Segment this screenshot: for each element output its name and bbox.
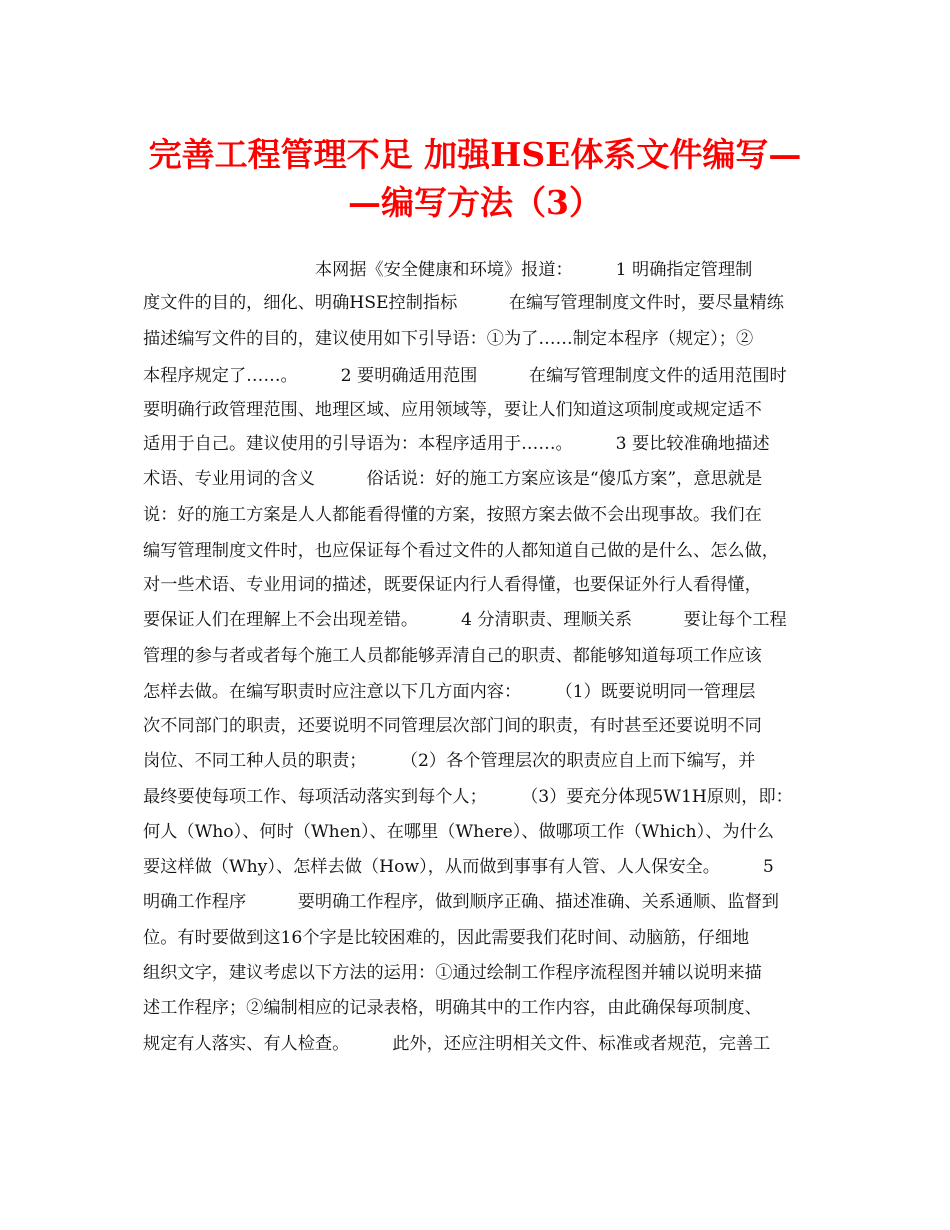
body-line: 要这样做（Why）、怎样去做（How），从而做到事事有人管、人人保安全。 5 [143,857,774,877]
body-line: 本网据《安全健康和环境》报道： 1 明确指定管理制 [143,260,753,280]
body-line: 次不同部门的职责，还要说明不同管理层次部门间的职责，有时甚至还要说明不同 [143,716,762,736]
body-line: 对一些术语、专业用词的描述，既要保证内行人看得懂，也要保证外行人看得懂， [143,575,762,595]
body-line: 编写管理制度文件时，也应保证每个看过文件的人都知道自己做的是什么、怎么做， [143,541,779,561]
body-line: 描述编写文件的目的，建议使用如下引导语：①为了……制定本程序（规定）；② [143,329,754,349]
body-line: 位。有时要做到这16个字是比较困难的，因此需要我们花时间、动脑筋，仔细地 [143,928,750,948]
body-line: 规定有人落实、有人检查。 此外，还应注明相关文件、标准或者规范，完善工 [143,1034,771,1054]
document-title-line-1: 完善工程管理不足 加强HSE体系文件编写— [148,135,802,174]
body-line: 适用于自己。建议使用的引导语为：本程序适用于……。 3 要比较准确地描述 [143,434,770,454]
body-line: 怎样去做。在编写职责时应注意以下几方面内容： （1）既要说明同一管理层 [143,682,756,702]
body-line: 本程序规定了……。 2 要明确适用范围 在编写管理制度文件的适用范围时 [143,366,787,386]
body-line: 最终要使每项工作、每项活动落实到每个人； （3）要充分体现5W1H原则，即： [143,787,793,807]
body-line: 何人（Who）、何时（When）、在哪里（Where）、做哪项工作（Which）、为什么 [143,822,774,842]
document-title-line-2: —编写方法（3） [348,183,602,222]
body-line: 说：好的施工方案是人人都能看得懂的方案，按照方案去做不会出现事故。我们在 [143,505,762,525]
body-line: 要明确行政管理范围、地理区域、应用领域等，要让人们知道这项制度或规定适不 [143,400,762,420]
body-line: 术语、专业用词的含义 俗话说：好的施工方案应该是“傻瓜方案”，意思就是 [143,469,763,489]
body-line: 要保证人们在理解上不会出现差错。 4 分清职责、理顺关系 要让每个工程 [143,610,787,630]
body-line: 岗位、不同工种人员的职责； （2）各个管理层次的职责应自上而下编写，并 [143,751,756,771]
body-line: 度文件的目的，细化、明确HSE控制指标 在编写管理制度文件时，要尽量精练 [143,293,784,313]
body-line: 管理的参与者或者每个施工人员都能够弄清自己的职责、都能够知道每项工作应该 [143,646,762,666]
body-line: 明确工作程序 要明确工作程序，做到顺序正确、描述准确、关系通顺、监督到 [143,892,779,912]
body-line: 组织文字，建议考虑以下方法的运用：①通过绘制工作程序流程图并辅以说明来描 [143,963,762,983]
body-line: 述工作程序；②编制相应的记录表格，明确其中的工作内容，由此确保每项制度、 [143,998,762,1018]
